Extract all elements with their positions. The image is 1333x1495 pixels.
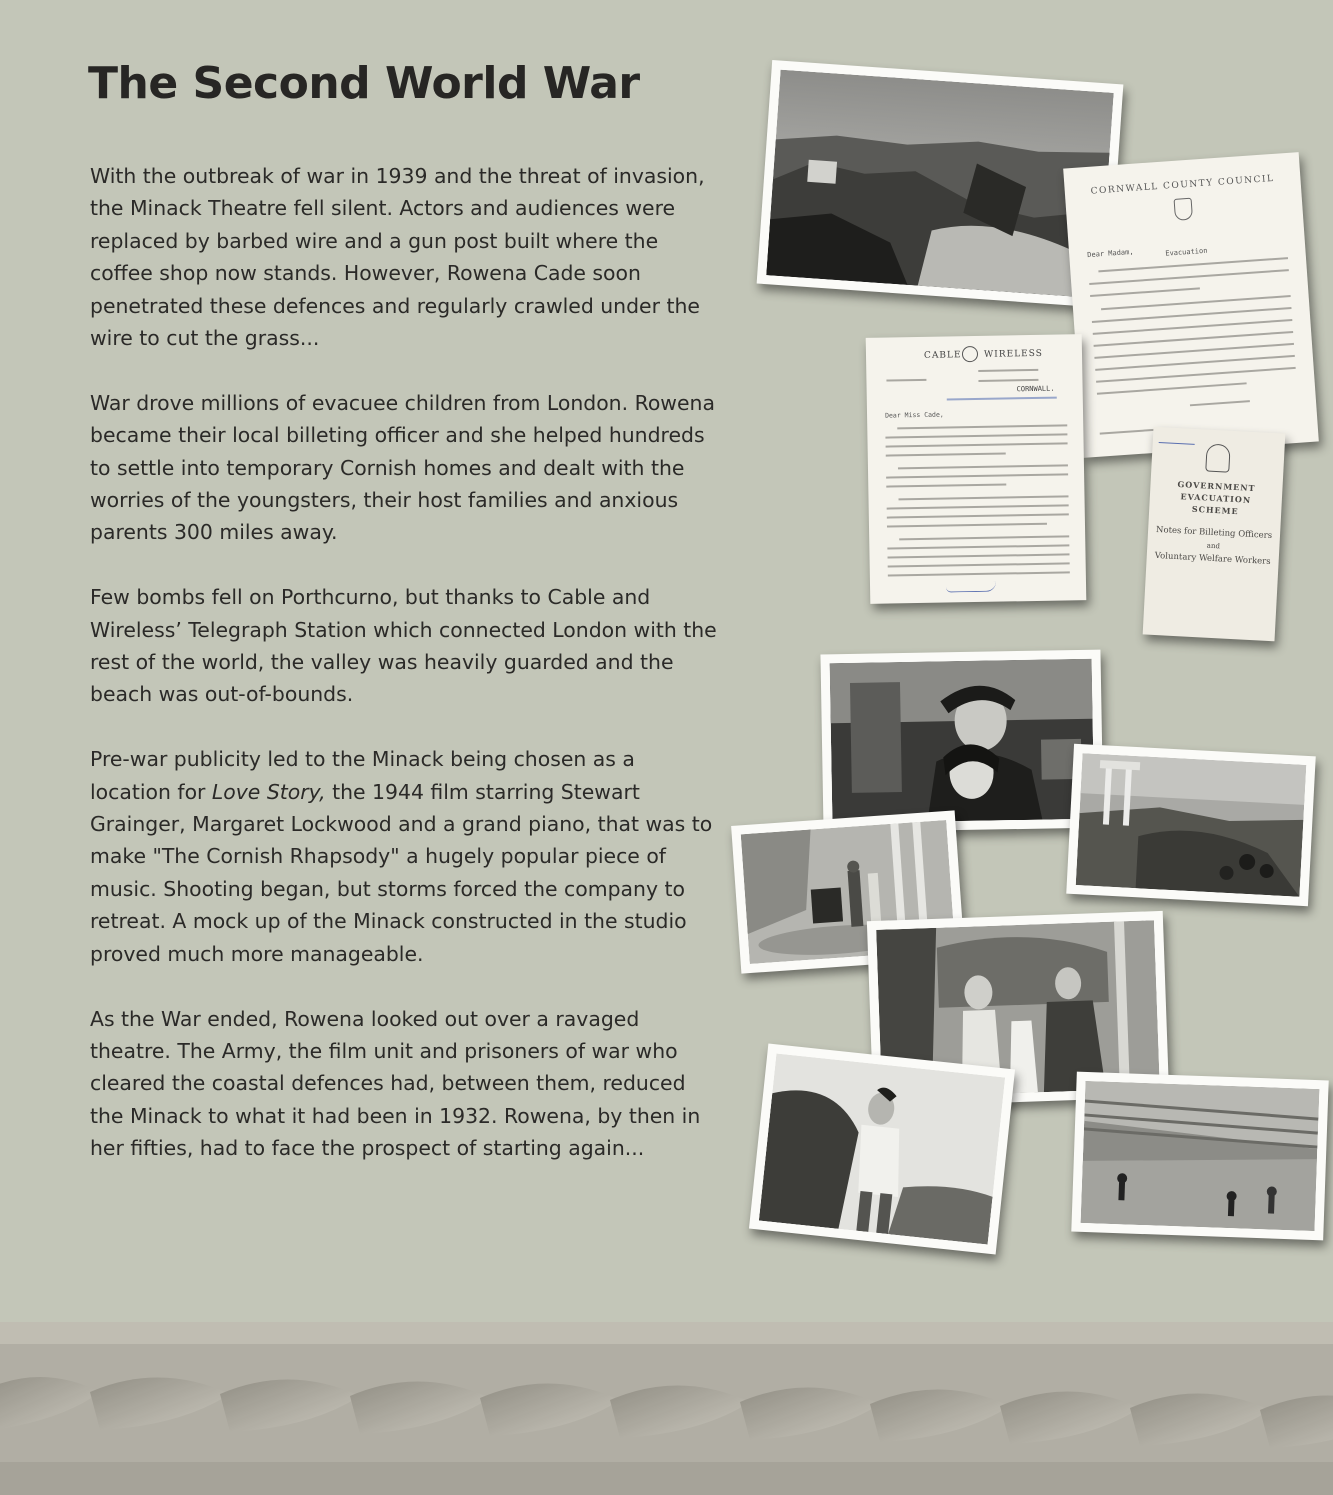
cable-wireless-letter	[866, 334, 1087, 604]
film-title: Love Story,	[211, 779, 326, 804]
cable-logo-icon	[962, 346, 978, 362]
booklet-stamp-icon	[1159, 431, 1196, 445]
cable-letter-county: CORNWALL.	[1016, 384, 1055, 394]
evacuation-scheme-booklet	[1143, 427, 1286, 642]
cable-letterhead-right: WIRELESS	[983, 348, 1043, 360]
actor-on-rocks-photo	[749, 1044, 1015, 1255]
film-text-after: the 1944 film starring Stewart Grainger, Margaret Lockwood and a grand piano, that was to make "The Cornish Rhapsody" a hugely popular piece of music. Shooting began, but storms forced the company to retreat. A mock up of the Minack constructed in the studio proved much more manageable.	[90, 779, 713, 966]
council-letter-heading: CORNWALL COUNTY COUNCIL	[1090, 173, 1275, 197]
carved-stone-texture	[0, 1322, 1333, 1495]
crown-crest-icon	[1205, 443, 1230, 472]
article-body	[90, 160, 722, 1197]
minack-columns-coast-photo	[1066, 744, 1316, 906]
booklet-line-1: Notes for Billeting Officers	[1155, 524, 1273, 542]
council-letter-greeting: Dear Madam,	[1086, 247, 1134, 260]
paragraph-war-ended: As the War ended, Rowena looked out over a ravaged theatre. The Army, the film unit and prisoners of war who cleared the coastal defences had, between them, reduced the Minack to what it had been in 1932. Rowena, by then in her fifties, had to face the prospect of starting again...	[90, 1006, 701, 1161]
booklet-line-3: Voluntary Welfare Workers	[1154, 550, 1271, 567]
page-title: The Second World War	[88, 58, 640, 109]
signature-icon	[946, 582, 996, 593]
cable-letterhead-left: CABLE	[923, 350, 962, 361]
film-text-before: Pre-war publicity led to the Minack being chosen as a location for	[90, 747, 635, 804]
paragraph-love-story	[90, 743, 722, 970]
film-still-couple-photo	[820, 650, 1103, 833]
council-letter-subject: Evacuation	[1165, 246, 1208, 258]
council-evacuation-letter	[1063, 152, 1319, 458]
paragraph-outbreak: With the outbreak of war in 1939 and the threat of invasion, the Minack Theatre fell silent. Actors and audiences were replaced by barbed wire and a gun post built where the coffee shop now stands. However, Rowena Cade soon penetrated these defences and regularly crawled under the wire to cut the grass...	[90, 164, 705, 351]
booklet-heading: GOVERNMENT EVACUATION SCHEME	[1177, 479, 1256, 517]
crest-icon	[1174, 198, 1193, 221]
paragraph-porthcurno: Few bombs fell on Porthcurno, but thanks to Cable and Wireless’ Telegraph Station which connected London with the rest of the world, the valley was heavily guarded and the beach was out-of-bounds.	[90, 585, 717, 707]
damaged-theatre-photo	[1071, 1072, 1328, 1241]
booklet-line-2: and	[1206, 541, 1221, 551]
paragraph-evacuees: War drove millions of evacuee children from London. Rowena became their local billeting officer and she helped hundreds to settle into temporary Cornish homes and dealt with the worries of the youngsters, their host families and anxious parents 300 miles away.	[90, 390, 715, 545]
cable-letter-greeting: Dear Miss Cade,	[884, 410, 944, 420]
